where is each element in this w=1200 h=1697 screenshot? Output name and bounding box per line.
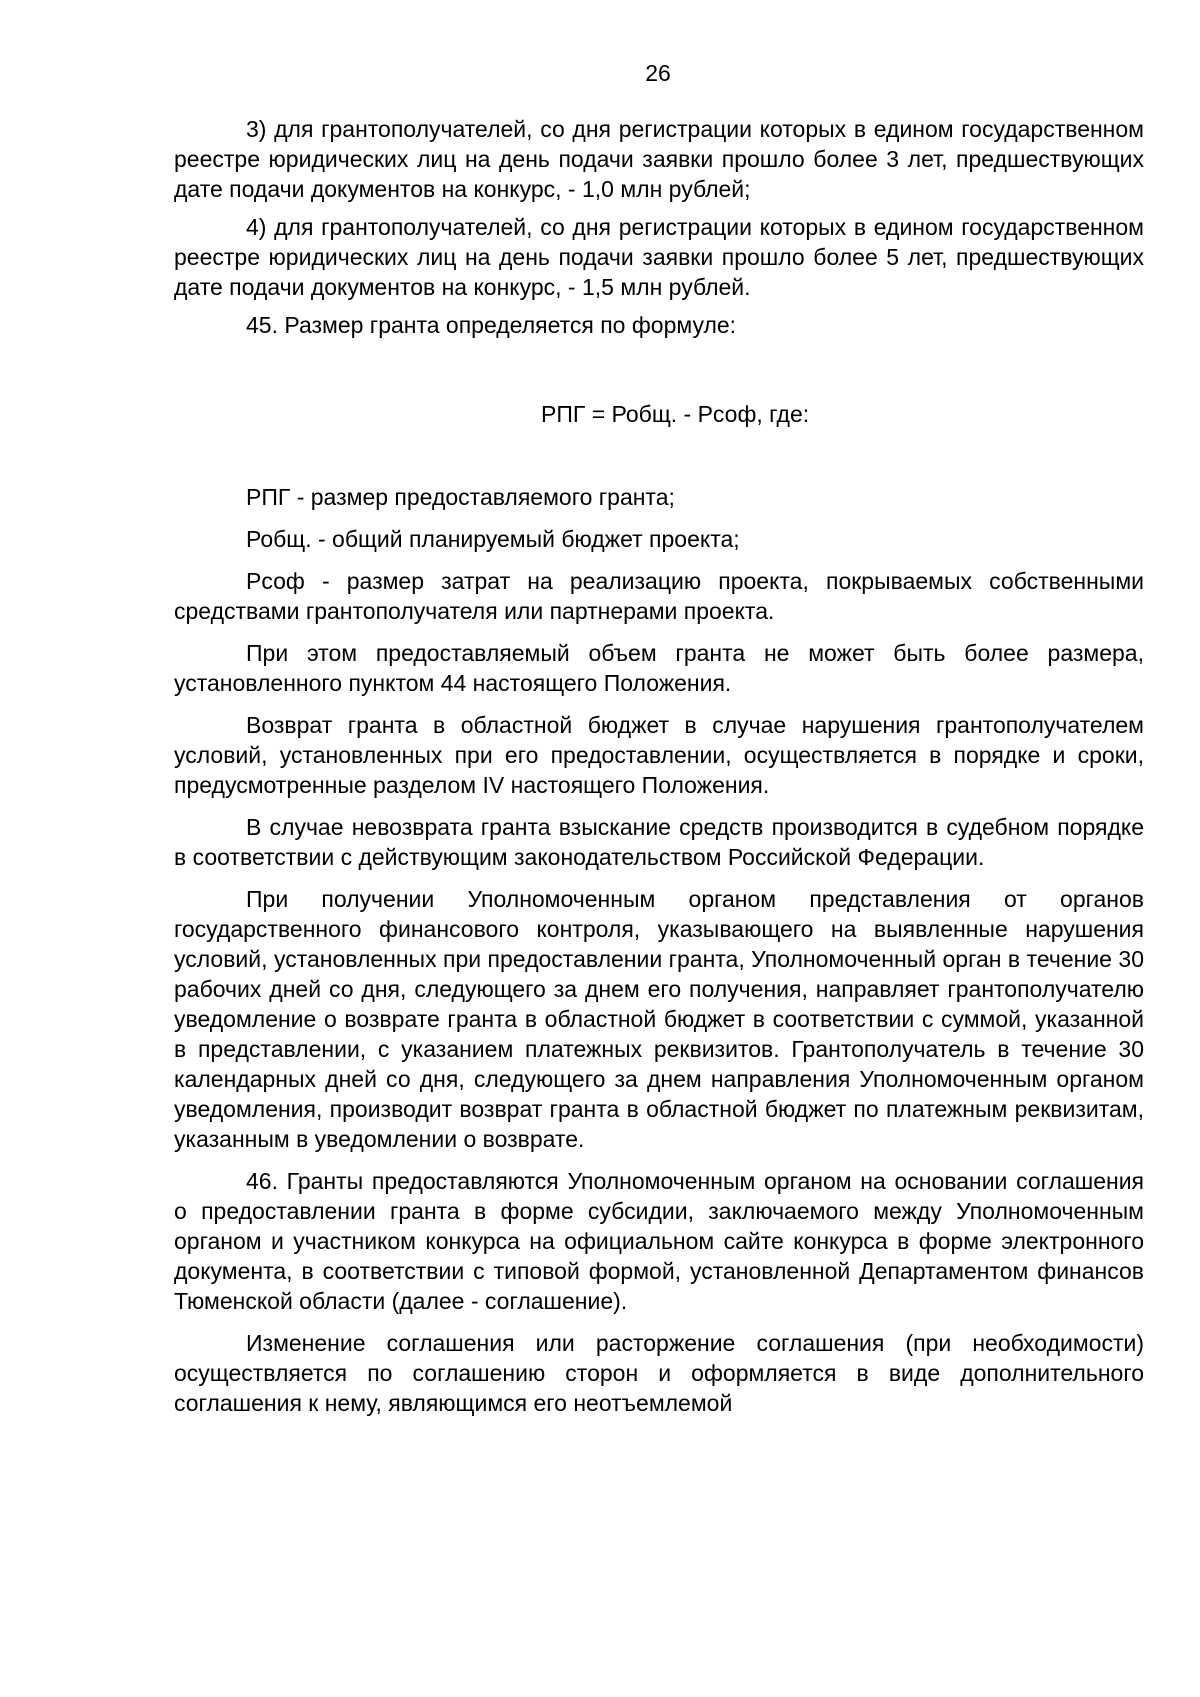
formula: РПГ = Робщ. - Рсоф, где: (541, 401, 810, 427)
definition-rpg: РПГ - размер предоставляемого гранта; (246, 484, 675, 510)
page-number: 26 (645, 60, 671, 86)
definition-rsof: Рсоф - размер затрат на реализацию проекта, покрываемых собственными средствами грантополучателя или партнерами проекта. (174, 568, 1144, 624)
definition-robsh: Робщ. - общий планируемый бюджет проекта; (246, 526, 740, 552)
paragraph-non-return: В случае невозврата гранта взыскание средств производится в судебном порядке в соответствии с действующим законодательством Российской Федерации. (174, 814, 1144, 870)
paragraph-agreement-change: Изменение соглашения или расторжение соглашения (при необходимости) осуществляется по соглашению сторон и оформляется в виде дополнительного соглашения к нему, являющимся его неотъемлемой (174, 1330, 1144, 1416)
paragraph-46: 46. Гранты предоставляются Уполномоченным органом на основании соглашения о предоставлении гранта в форме субсидии, заключаемого между Уполномоченным органом и участником конкурса на официальном сайте конкурса в форме электронного документа, в соответствии с типовой формой, установленной Департаментом финансов Тюменской области (далее - соглашение). (174, 1168, 1144, 1314)
paragraph-grant-return: Возврат гранта в областной бюджет в случае нарушения грантополучателем условий, установленных при его предоставлении, осуществляется в порядке и сроки, предусмотренные разделом IV настоящего Положения. (174, 712, 1144, 798)
formula-block (174, 352, 1144, 472)
document-body (174, 114, 1144, 1430)
paragraph-item-3: 3) для грантополучателей, со дня регистрации которых в едином государственном реестре юридических лиц на день подачи заявки прошло более 3 лет, предшествующих дате подачи документов на конкурс, - 1,0 млн рублей; (174, 116, 1144, 202)
paragraph-item-4: 4) для грантополучателей, со дня регистрации которых в едином государственном реестре юридических лиц на день подачи заявки прошло более 5 лет, предшествующих дате подачи документов на конкурс, - 1,5 млн рублей. (174, 214, 1144, 300)
paragraph-grant-limit: При этом предоставляемый объем гранта не может быть более размера, установленного пунктом 44 настоящего Положения. (174, 640, 1144, 696)
paragraph-control-notice: При получении Уполномоченным органом представления от органов государственного финансового контроля, указывающего на выявленные нарушения условий, установленных при предоставлении гранта, Уполномоченный орган в течение 30 рабочих дней со дня, следующего за днем его получения, направляет грантополучателю уведомление о возврате гранта в областной бюджет в соответствии с суммой, указанной в представлении, с указанием платежных реквизитов. Грантополучатель в течение 30 календарных дней со дня, следующего за днем направления Уполномоченным органом уведомления, производит возврат гранта в областной бюджет по платежным реквизитам, указанным в уведомлении о возврате. (174, 886, 1144, 1152)
paragraph-45: 45. Размер гранта определяется по формуле: (246, 312, 737, 338)
